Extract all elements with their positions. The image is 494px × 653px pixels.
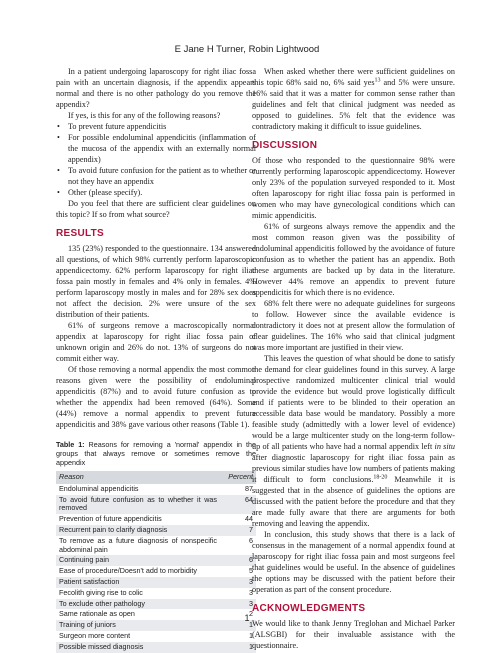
- table-row: [56, 536, 256, 556]
- citation: 18-20: [373, 474, 388, 481]
- text-run: Meanwhile it is suggested that in the absence of guidelines the options are discussed with the patient before the procedure and that they are made fully aware that there are arguments for both removing and leaving the appendix.: [252, 475, 456, 528]
- percent-cell: 87: [245, 483, 253, 493]
- list-item: • For possible endoluminal appendicitis (inflammation of the mucosa of the appendix with an externally normal appendix): [68, 132, 256, 165]
- percent-cell: 7: [249, 524, 253, 534]
- table-row: [56, 588, 256, 599]
- reason-cell: Possible missed diagnosis: [59, 641, 144, 651]
- discussion-paragraph: [252, 353, 455, 529]
- percent-cell: 2: [249, 609, 253, 619]
- reason-cell: Patient satisfaction: [59, 576, 120, 586]
- table-row: [56, 566, 256, 577]
- reason-cell: Ease of procedure/Doesn't add to morbidity: [59, 566, 198, 576]
- results-paragraph: 61% of surgeons remove a macroscopically normal appendix at laparoscopy for right iliac fossa pain of unknown origin and 26% do not. 13% of surgeons do not commit either way.: [56, 321, 256, 363]
- page-number: 1: [244, 613, 250, 623]
- reason-cell: Training of juniors: [59, 620, 116, 630]
- percent-cell: 3: [249, 598, 253, 608]
- discussion-paragraph: 68% felt there were no adequate guidelines for surgeons to follow. However since the available evidence is contradictory it does not at present allow the formulation of clear guidelines. The 16% who said that clinical judgment was more important are justified in their view.: [252, 299, 455, 352]
- table-row: [56, 642, 256, 653]
- acknowledgments-paragraph: We would like to thank Jenny Treglohan and Michael Parker (ALSGBI) for their invaluable assistance with the questionnaire.: [252, 619, 455, 650]
- list-item: • To prevent future appendicitis: [68, 121, 256, 132]
- text-run: and 5% were unsure. 16% said that it was a matter for common sense rather than guidelines and felt that clinical judgment was needed as opposed to guidelines. 5% felt that the evidence was contradictory making it difficult to issue guidelines.: [252, 78, 455, 131]
- table-caption-text: Reasons for removing a 'normal' appendix in the groups that always remove or sometimes remove the appendix: [56, 440, 256, 467]
- percent-cell: 64: [245, 494, 253, 504]
- questionnaire-question-2: Do you feel that there are sufficient clear guidelines on this topic? If so from what source?: [56, 199, 256, 219]
- reason-cell: Prevention of future appendicitis: [59, 514, 162, 524]
- table-body: [56, 484, 256, 653]
- reason-cell: To remove as a future diagnosis of nonspecific abdominal pain: [59, 535, 217, 554]
- discussion-paragraph: 61% of surgeons always remove the appendix and the most common reason given was the possibility of endoluminal appendicitis followed by the avoidance of future confusion as to whether the patient has an appendix. Both these arguments are backed up by data in the literature. However 44% remove an appendix to prevent future appendicitis for which there is no evidence.: [252, 222, 455, 297]
- results-paragraph: 135 (23%) responded to the questionnaire. 134 answered all questions, of which 98% currently perform laparoscopic appendicectomy. 62% perform laparoscopy for right iliac fossa pain mostly in females and 4% only in females. 4% perform laparoscopy mostly in males and for 28% sex does not affect the decision. 2% were unsure of the sex distribution of their patients.: [56, 244, 256, 319]
- discussion-paragraph: In conclusion, this study shows that there is a lack of consensus in the management of a normal appendix found at laparoscopy for right iliac fossa pain and most surgeons feel that guidelines would be useful. In the absence of guidelines the options may be discussed with the patient before their operation as part of the consent procedure.: [252, 530, 455, 594]
- table-row: [56, 577, 256, 588]
- table-row: [56, 484, 256, 495]
- reason-cell: Fecolith giving rise to colic: [59, 587, 143, 597]
- text-run: after diagnostic laparoscopy for right iliac fossa pain as previous similar studies have low numbers of patients making it difficult to form conclusions.: [252, 453, 455, 484]
- text-run: This leaves the question of what should be done to satisfy the demand for clear guidelines found in this survey. A large prospective randomized multicenter clinical trial would provide the evidence but would prove logistically difficult and if patients were to be blinded to their operation an accessible data base would be mandatory. Possibly a more feasible study (admittedly with a lower level of evidence) would be a large multicenter study on the long-term follow-up of all patients who have had a normal appendix left: [252, 354, 455, 451]
- questionnaire-question-1: In a patient undergoing laparoscopy for right iliac fossa pain with an uncertain diagnosis, if the appendix appears normal and there is no other pathology do you remove the appendix?: [56, 67, 256, 109]
- percent-cell: 3: [249, 576, 253, 586]
- column-header-percent: Percent: [228, 472, 253, 481]
- results-paragraph: [252, 66, 455, 132]
- reasons-list: [56, 121, 256, 198]
- table-header-row: [56, 471, 256, 484]
- text-run-italic: in situ: [434, 442, 455, 451]
- table-row: [56, 599, 256, 610]
- table-caption: [56, 440, 256, 467]
- reasons-table: [56, 471, 256, 653]
- list-item: • Other (please specify).: [68, 187, 256, 198]
- reason-cell: To avoid future confusion as to whether it was removed: [59, 494, 217, 513]
- table-row: [56, 555, 256, 566]
- reason-cell: Endoluminal appendicitis: [59, 483, 139, 493]
- left-column: [56, 66, 256, 653]
- percent-cell: 6: [249, 535, 253, 545]
- right-column: [252, 66, 455, 651]
- citation: 13: [374, 77, 381, 84]
- reason-cell: Same rationale as open: [59, 609, 135, 619]
- table-row: [56, 525, 256, 536]
- percent-cell: 6: [249, 555, 253, 565]
- reason-cell: Recurrent pain to clarify diagnosis: [59, 524, 168, 534]
- table-caption-label: Table 1:: [56, 440, 85, 449]
- reason-cell: Continuing pain: [59, 555, 109, 565]
- percent-cell: 5: [249, 566, 253, 576]
- discussion-paragraph: Of those who responded to the questionnaire 98% were currently performing laparoscopic appendicectomy. However only 23% of the population surveyed responded to it. Most often laparoscopy for right iliac fossa pain is performed in women who may have gynecological conditions which can mimic appendicitis.: [252, 156, 455, 220]
- reason-cell: To exclude other pathology: [59, 598, 145, 608]
- questionnaire-question-1b: If yes, is this for any of the following reasons?: [68, 111, 221, 120]
- percent-cell: 44: [245, 514, 253, 524]
- text-run: When asked whether there were sufficient guidelines on this topic 68% said no, 6% said yes: [252, 67, 455, 87]
- discussion-heading: DISCUSSION: [252, 140, 318, 151]
- percent-cell: 1: [249, 641, 253, 651]
- results-paragraph: Of those removing a normal appendix the most common reasons given were the possibility of endoluminal appendicitis (87%) and to avoid future confusion as to whether the appendix had been removed (64%). Some (44%) remove a normal appendix to prevent future appendicitis and 38% gave various other reasons (Table 1).: [56, 365, 256, 429]
- list-item: • To avoid future confusion for the patient as to whether or not they have an appendix: [68, 165, 256, 187]
- results-heading: RESULTS: [56, 228, 105, 239]
- column-header-reason: Reason: [59, 472, 84, 481]
- table-row: [56, 514, 256, 525]
- percent-cell: 1: [249, 630, 253, 640]
- acknowledgments-heading: ACKNOWLEDGMENTS: [252, 603, 366, 614]
- table-row: [56, 631, 256, 642]
- running-header: E Jane H Turner, Robin Lightwood: [174, 44, 320, 55]
- table-row: [56, 495, 256, 515]
- percent-cell: 1: [249, 620, 253, 630]
- percent-cell: 3: [249, 587, 253, 597]
- reason-cell: Surgeon more content: [59, 630, 131, 640]
